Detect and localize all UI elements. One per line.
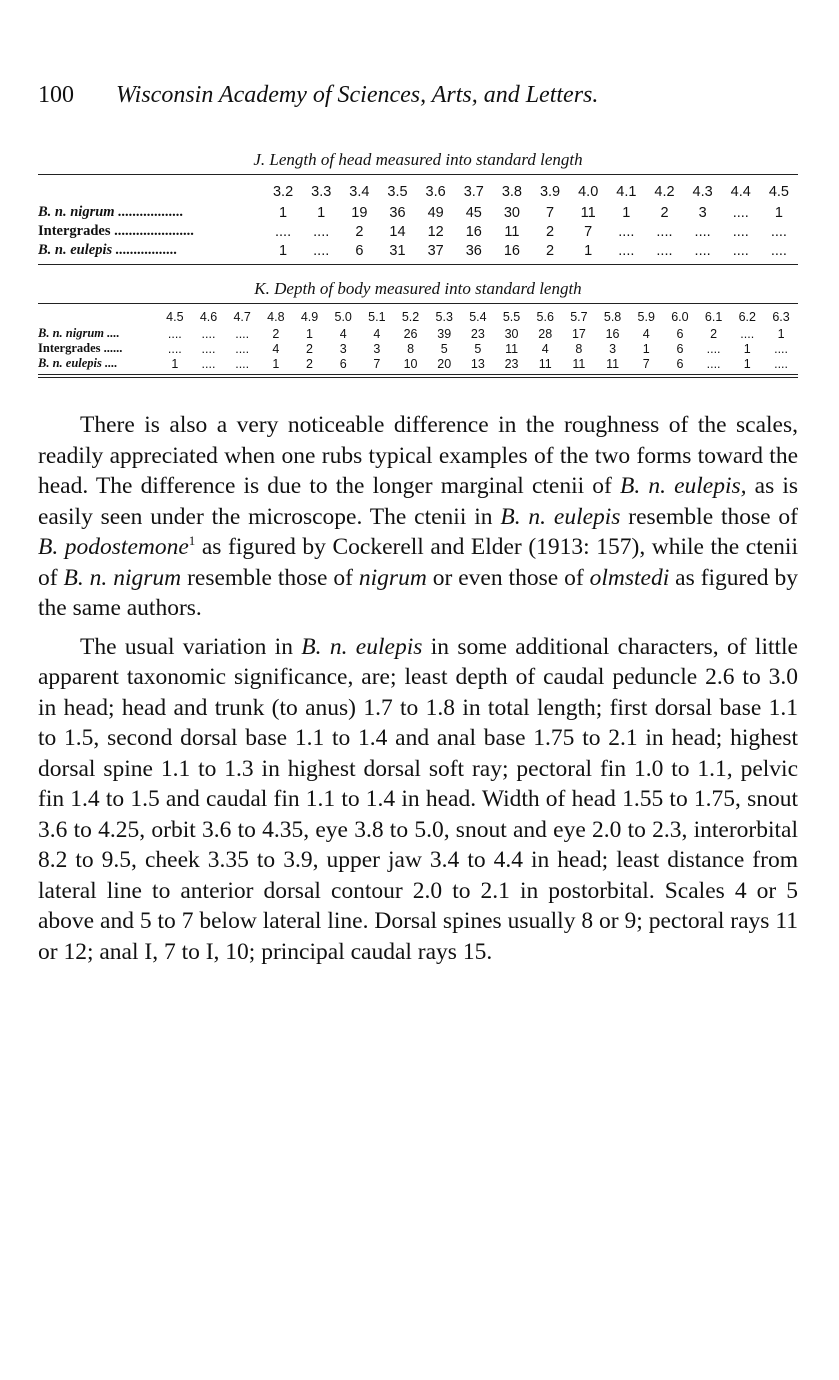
table-cell: .... [201, 326, 216, 341]
table-row [38, 341, 798, 356]
table-cell: 1 [272, 356, 280, 371]
table-cell: .... [167, 341, 182, 356]
table-cell: 4 [272, 341, 280, 356]
italic-text: B. n. eulepis [500, 503, 621, 530]
table-cell: 20 [437, 356, 452, 371]
column-header: 5.6 [536, 310, 554, 324]
paragraph [38, 410, 798, 624]
column-header: 5.3 [435, 310, 453, 324]
column-header: 4.4 [730, 184, 751, 200]
table-cell: .... [770, 242, 787, 259]
column-header: 6.0 [671, 310, 689, 324]
table-cell: .... [275, 223, 292, 240]
column-header: 4.0 [578, 184, 599, 200]
table-cell: 11 [504, 223, 520, 240]
table-cell: 13 [470, 356, 485, 371]
column-header: 3.2 [272, 184, 294, 200]
table-cell: .... [706, 356, 721, 371]
column-header: 5.5 [502, 310, 521, 324]
table-cell: 3 [609, 341, 617, 356]
table-cell: .... [235, 356, 250, 371]
table-cell: 1 [279, 242, 288, 259]
italic-text: B. n. eulepis [301, 633, 423, 660]
column-header: 5.0 [334, 310, 352, 324]
column-header: 3.9 [539, 184, 561, 200]
table-cell: 5 [474, 341, 482, 356]
table-j-bottom-rule [38, 264, 798, 265]
table-cell: 12 [427, 223, 444, 240]
table-cell: 1 [279, 204, 288, 221]
table-k-caption: K. Depth of body measured into standard length [254, 279, 582, 298]
table-cell: 2 [710, 326, 718, 341]
table-row [38, 326, 798, 341]
table-cell: .... [732, 204, 749, 221]
body-text [38, 410, 798, 967]
italic-text: nigrum [358, 564, 427, 591]
paragraph [38, 632, 798, 968]
table-cell: 4 [541, 341, 549, 356]
table-cell: 37 [427, 242, 444, 259]
table-j-header-row [38, 175, 798, 203]
table-cell: 1 [317, 204, 326, 221]
table-cell: 36 [465, 242, 482, 259]
table-cell: .... [618, 242, 635, 259]
column-header: 4.3 [692, 184, 713, 200]
table-cell: 49 [427, 204, 444, 221]
column-header: 6.1 [704, 310, 723, 324]
column-header: 4.1 [616, 184, 637, 200]
table-k [38, 304, 798, 374]
text-run: The usual variation in [80, 633, 302, 660]
text-run: in some additional characters, of little apparent taxonomic significance, are; least depth of caudal peduncle 2.6 to 3.0 in head; head and trunk (to anus) 1.7 to 1.8 in total length; first dorsal base 1.1 to 1.5, second dorsal base 1.1 to 1.4 and anal base 1.75 to 2.1 in head; highest dorsal spine 1.1 to 1.3 in highest dorsal soft ray; pectoral fin 1.0 to 1.1, pelvic fin 1.4 to 1.5 and caudal fin 1.1 to 1.4 in head. Width of head 1.55 to 1.75, snout 3.6 to 4.25, orbit 3.6 to 4.35, eye 3.8 to 5.0, snout and eye 2.0 to 2.3, interorbital 8.2 to 9.5, cheek 3.35 to 3.9, upper jaw 3.4 to 4.4 in head; least distance from lateral line to anterior dorsal contour 2.0 to 2.1 in postorbital. Scales 4 or 5 above and 5 to 7 below lateral line. Dorsal spines usually 8 or 9; pectoral rays 11 or 12; anal I, 7 to I, 10; principal caudal rays 15. [38, 633, 798, 965]
row-label: Intergrades ...... [38, 341, 123, 355]
table-cell: 2 [355, 223, 364, 240]
table-cell: .... [740, 326, 755, 341]
table-cell: 2 [660, 204, 669, 221]
table-row [38, 356, 798, 374]
table-cell: 1 [777, 326, 785, 341]
table-cell: 14 [389, 223, 406, 240]
table-cell: .... [774, 341, 788, 356]
column-header: 3.4 [349, 184, 370, 200]
table-cell: 1 [171, 356, 179, 371]
table-cell: .... [201, 356, 216, 371]
table-cell: 2 [306, 341, 313, 356]
column-header: 4.6 [199, 310, 218, 324]
table-cell: 19 [351, 204, 368, 221]
table-cell: 1 [584, 242, 593, 259]
table-cell: 5 [440, 341, 448, 356]
table-cell: .... [770, 223, 787, 240]
table-cell: 39 [437, 326, 452, 341]
column-header: 5.1 [368, 310, 386, 324]
table-cell: 1 [622, 204, 631, 221]
table-cell: .... [656, 242, 673, 259]
table-cell: .... [201, 341, 216, 356]
table-row [38, 222, 798, 241]
table-cell: 1 [642, 341, 650, 356]
table-cell: .... [656, 223, 673, 240]
table-cell: 36 [389, 204, 406, 221]
table-cell: 6 [676, 341, 684, 356]
column-header: 4.5 [768, 184, 789, 200]
column-header: 6.2 [738, 310, 756, 324]
table-cell: .... [235, 341, 250, 356]
table-cell: .... [167, 326, 182, 341]
italic-text: olmstedi [589, 564, 670, 591]
text-run: or even those of [426, 564, 590, 591]
row-label: B. n. nigrum .... [38, 326, 120, 340]
table-j [38, 175, 798, 264]
table-cell: 7 [642, 356, 650, 371]
table-cell: 2 [306, 356, 313, 371]
text-run: as figured by Cockerell and Elder (1913: 157), while the ctenii of [38, 534, 798, 591]
table-cell: 8 [407, 341, 415, 356]
table-cell: .... [706, 341, 721, 356]
table-cell: 17 [571, 326, 586, 341]
row-label: B. n. eulepis ................. [38, 242, 178, 258]
text-run: as is easily seen under the microscope. The ctenii in [38, 473, 799, 530]
column-header: 4.9 [300, 310, 319, 324]
page-header [38, 82, 798, 122]
italic-text: B. n. eulepis, [619, 473, 747, 499]
column-header: 3.3 [311, 184, 332, 200]
table-cell: 11 [538, 356, 552, 371]
column-header: 4.2 [654, 184, 675, 200]
page [38, 82, 798, 975]
table-cell: .... [235, 326, 250, 341]
table-k-header-row [38, 304, 798, 326]
column-header: 5.7 [570, 310, 588, 324]
table-cell: .... [732, 242, 749, 259]
page-number: 100 [38, 82, 74, 108]
table-k-bottom-rule [38, 374, 798, 375]
table-cell: 45 [465, 204, 482, 221]
table-cell: .... [694, 223, 711, 240]
table-cell: 4 [373, 326, 381, 341]
table-cell: 1 [774, 204, 783, 221]
table-cell: 11 [606, 356, 620, 371]
table-cell: .... [313, 223, 330, 240]
table-cell: 7 [373, 356, 381, 371]
table-cell: 30 [504, 326, 519, 341]
table-cell: 11 [572, 356, 586, 371]
table-cell: .... [313, 242, 330, 259]
table-j-caption: J. Length of head measured into standard length [253, 150, 583, 169]
table-cell: 7 [584, 223, 593, 240]
column-header: 5.9 [637, 310, 655, 324]
table-cell: 11 [505, 341, 519, 356]
table-cell: 3 [698, 204, 707, 221]
text-run: resemble those of [620, 503, 798, 530]
table-cell: .... [618, 223, 635, 240]
table-cell: 3 [373, 341, 381, 356]
table-cell: 16 [465, 223, 482, 240]
row-label: B. n. eulepis .... [38, 356, 118, 370]
italic-text: B. podostemone [38, 534, 189, 560]
table-cell: 3 [339, 341, 347, 356]
column-header: 3.7 [463, 184, 484, 200]
column-header: 4.5 [166, 310, 184, 324]
text-run: resemble those of [181, 564, 359, 591]
table-cell: 1 [306, 326, 313, 341]
table-cell: 10 [403, 356, 418, 371]
table-cell: 11 [580, 204, 596, 221]
column-header: 5.4 [469, 310, 487, 324]
table-row [38, 203, 798, 222]
table-cell: 6 [355, 242, 364, 259]
column-header: 4.7 [233, 310, 251, 324]
column-header: 6.3 [772, 310, 790, 324]
table-cell: 7 [546, 204, 555, 221]
table-cell: 30 [503, 204, 520, 221]
column-header: 5.8 [603, 310, 622, 324]
table-cell: 1 [743, 356, 751, 371]
column-header: 3.5 [387, 184, 408, 200]
table-cell: .... [732, 223, 749, 240]
table-cell: 4 [642, 326, 650, 341]
footnote-marker: 1 [188, 533, 196, 549]
table-cell: 8 [575, 341, 583, 356]
table-cell: 6 [676, 356, 684, 371]
table-cell: 28 [538, 326, 553, 341]
table-k-bottom-rule-2 [38, 377, 798, 378]
table-cell: .... [774, 356, 788, 371]
row-label: B. n. nigrum .................. [38, 204, 184, 220]
table-cell: 2 [272, 326, 280, 341]
row-label: Intergrades ...................... [38, 223, 194, 239]
column-header: 3.6 [425, 184, 446, 200]
column-header: 3.8 [501, 184, 522, 200]
running-title: Wisconsin Academy of Sciences, Arts, and Letters. [116, 82, 599, 108]
table-row [38, 241, 798, 264]
table-cell: 16 [605, 326, 620, 341]
table-cell: 23 [470, 326, 485, 341]
text-run: There is also a very noticeable difference in the roughness of the scales, readily appreciated when one rubs typical examples of the two forms toward the head. The difference is due to the longer marginal ctenii of [38, 412, 798, 499]
table-cell: 2 [546, 242, 555, 259]
column-header: 4.8 [267, 310, 285, 324]
table-cell: 6 [676, 326, 684, 341]
table-cell: 6 [339, 356, 347, 371]
table-cell: .... [694, 242, 711, 259]
table-cell: 4 [339, 326, 347, 341]
italic-text: B. n. nigrum [63, 564, 182, 591]
table-cell: 26 [403, 326, 418, 341]
table-cell: 1 [743, 341, 751, 356]
column-header: 5.2 [401, 310, 420, 324]
text-run: as figured by the same authors. [38, 564, 798, 621]
table-cell: 2 [546, 223, 555, 240]
table-cell: 23 [504, 356, 519, 371]
table-cell: 16 [503, 242, 520, 259]
table-cell: 31 [389, 242, 406, 259]
